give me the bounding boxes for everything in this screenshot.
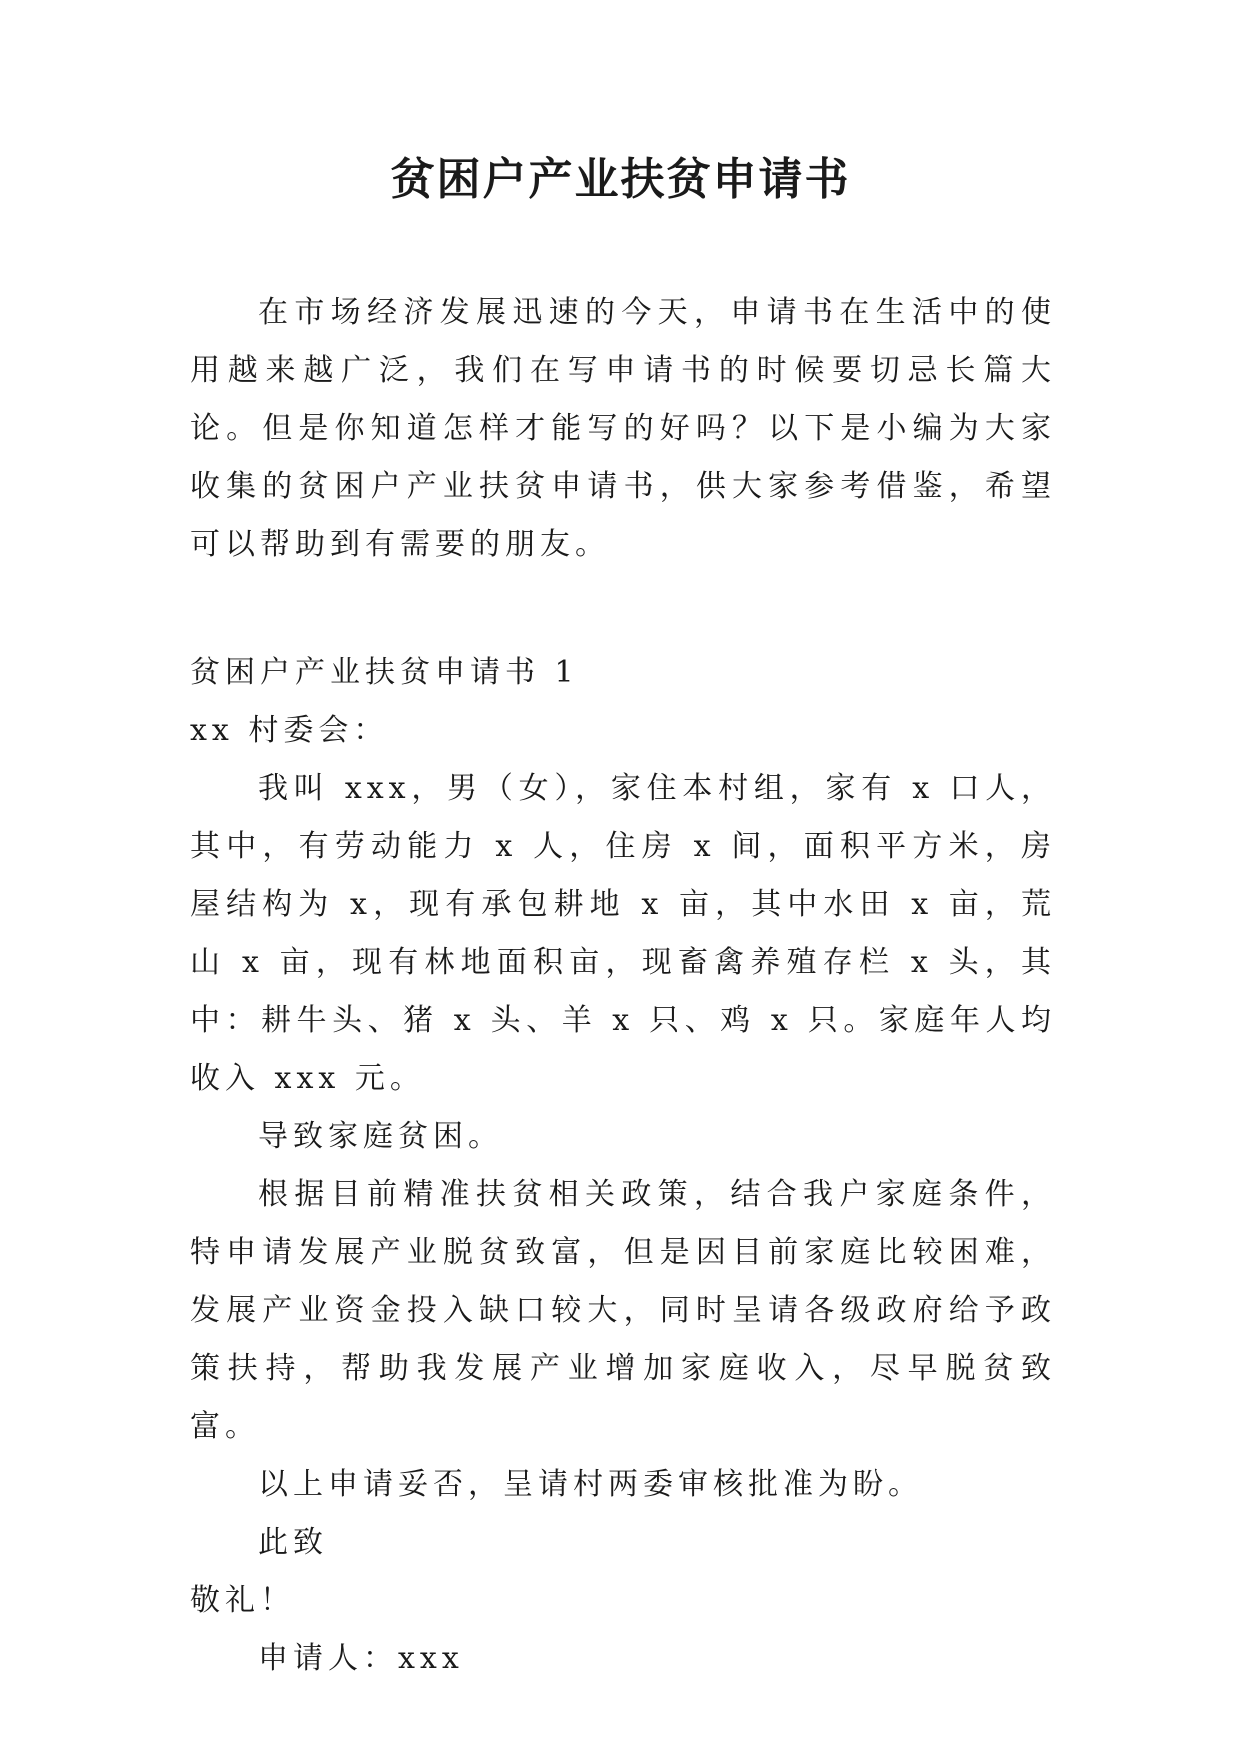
intro-paragraph: 在市场经济发展迅速的今天，申请书在生活中的使用越来越广泛，我们在写申请书的时候要切忌长篇大论。但是你知道怎样才能写的好吗？以下是小编为大家收集的贫困户产业扶贫申请书，供大家参考借鉴，希望可以帮助到有需要的朋友。 — [190, 295, 1056, 562]
spacer — [190, 632, 1056, 644]
document-body — [190, 284, 1056, 1688]
spacer — [190, 574, 1056, 632]
body-paragraph: 以上申请妥否，呈请村两委审核批准为盼。 — [258, 1467, 923, 1502]
section-heading: 贫困户产业扶贫申请书 1 — [190, 655, 579, 690]
body-paragraph: 根据目前精准扶贫相关政策，结合我户家庭条件，特申请发展产业脱贫致富，但是因目前家庭比较困难，发展产业资金投入缺口较大，同时呈请各级政府给予政策扶持，帮助我发展产业增加家庭收入，尽早脱贫致富。 — [190, 1177, 1056, 1444]
body-paragraph: 导致家庭贫困。 — [258, 1119, 503, 1154]
closing-salutation: 敬礼！ — [190, 1583, 295, 1618]
salutation: xx 村委会： — [190, 713, 389, 748]
document-title: 贫困户产业扶贫申请书 — [390, 154, 851, 205]
body-paragraph: 此致 — [258, 1525, 328, 1560]
signature-line: 申请人：xxx — [258, 1641, 464, 1676]
body-paragraph: 我叫 xxx，男（女），家住本村组，家有 x 口人，其中，有劳动能力 x 人，住房 x 间，面积平方米，房屋结构为 x，现有承包耕地 x 亩，其中水田 x 亩，荒山 x 亩，现有林地面积亩，现畜禽养殖存栏 x 头，其中：耕牛头、猪 x 头、羊 x 只、鸡 x 只。家庭年人均收入 xxx 元。 — [190, 771, 1056, 1096]
